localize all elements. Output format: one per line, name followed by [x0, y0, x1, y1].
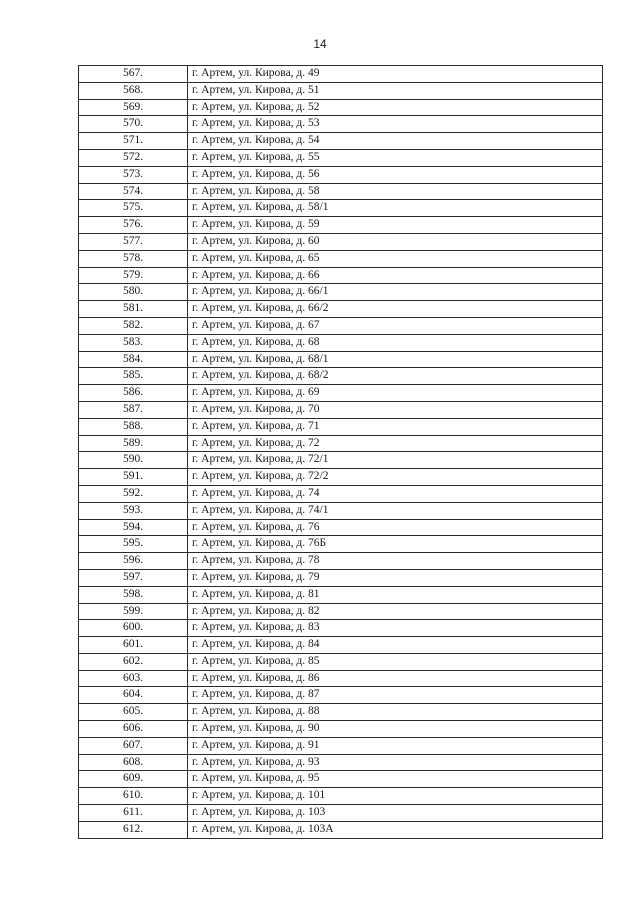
table-row: [79, 519, 603, 536]
row-address: г. Артем, ул. Кирова, д. 76: [188, 519, 603, 536]
address-table: [78, 65, 603, 839]
row-number: 591.: [79, 469, 188, 486]
table-row: [79, 99, 603, 116]
row-number: 579.: [79, 267, 188, 284]
table-row: [79, 200, 603, 217]
row-number: 589.: [79, 435, 188, 452]
table-row: [79, 452, 603, 469]
row-address: г. Артем, ул. Кирова, д. 54: [188, 133, 603, 150]
table-row: [79, 704, 603, 721]
table-row: [79, 351, 603, 368]
table-row: [79, 788, 603, 805]
row-address: г. Артем, ул. Кирова, д. 72/1: [188, 452, 603, 469]
row-number: 568.: [79, 82, 188, 99]
row-number: 588.: [79, 418, 188, 435]
row-number: 610.: [79, 788, 188, 805]
table-row: [79, 183, 603, 200]
table-row: [79, 435, 603, 452]
row-address: г. Артем, ул. Кирова, д. 74: [188, 485, 603, 502]
row-address: г. Артем, ул. Кирова, д. 69: [188, 385, 603, 402]
row-address: г. Артем, ул. Кирова, д. 58/1: [188, 200, 603, 217]
table-row: [79, 469, 603, 486]
table-row: [79, 620, 603, 637]
page-number: 14: [313, 37, 327, 51]
row-address: г. Артем, ул. Кирова, д. 103А: [188, 821, 603, 838]
table-row: [79, 771, 603, 788]
row-number: 585.: [79, 368, 188, 385]
table-row: [79, 821, 603, 838]
row-number: 602.: [79, 653, 188, 670]
row-address: г. Артем, ул. Кирова, д. 72: [188, 435, 603, 452]
row-number: 595.: [79, 536, 188, 553]
row-number: 599.: [79, 603, 188, 620]
table-row: [79, 267, 603, 284]
table-row: [79, 149, 603, 166]
row-address: г. Артем, ул. Кирова, д. 66: [188, 267, 603, 284]
table-row: [79, 401, 603, 418]
row-address: г. Артем, ул. Кирова, д. 58: [188, 183, 603, 200]
row-number: 606.: [79, 721, 188, 738]
row-number: 571.: [79, 133, 188, 150]
table-row: [79, 670, 603, 687]
row-number: 609.: [79, 771, 188, 788]
row-address: г. Артем, ул. Кирова, д. 60: [188, 233, 603, 250]
row-number: 594.: [79, 519, 188, 536]
table-row: [79, 66, 603, 83]
row-address: г. Артем, ул. Кирова, д. 74/1: [188, 502, 603, 519]
row-number: 590.: [79, 452, 188, 469]
row-number: 576.: [79, 217, 188, 234]
row-address: г. Артем, ул. Кирова, д. 55: [188, 149, 603, 166]
row-number: 577.: [79, 233, 188, 250]
table-row: [79, 754, 603, 771]
row-address: г. Артем, ул. Кирова, д. 71: [188, 418, 603, 435]
row-number: 570.: [79, 116, 188, 133]
row-address: г. Артем, ул. Кирова, д. 56: [188, 166, 603, 183]
table-row: [79, 133, 603, 150]
row-number: 596.: [79, 553, 188, 570]
row-number: 600.: [79, 620, 188, 637]
row-address: г. Артем, ул. Кирова, д. 85: [188, 653, 603, 670]
table-row: [79, 721, 603, 738]
row-address: г. Артем, ул. Кирова, д. 67: [188, 317, 603, 334]
row-address: г. Артем, ул. Кирова, д. 49: [188, 66, 603, 83]
table-row: [79, 653, 603, 670]
table-row: [79, 116, 603, 133]
row-number: 607.: [79, 737, 188, 754]
row-address: г. Артем, ул. Кирова, д. 66/1: [188, 284, 603, 301]
row-number: 583.: [79, 334, 188, 351]
row-number: 592.: [79, 485, 188, 502]
row-address: г. Артем, ул. Кирова, д. 51: [188, 82, 603, 99]
row-number: 608.: [79, 754, 188, 771]
row-number: 601.: [79, 637, 188, 654]
row-address: г. Артем, ул. Кирова, д. 76Б: [188, 536, 603, 553]
row-number: 612.: [79, 821, 188, 838]
table-row: [79, 553, 603, 570]
row-address: г. Артем, ул. Кирова, д. 101: [188, 788, 603, 805]
row-address: г. Артем, ул. Кирова, д. 90: [188, 721, 603, 738]
table-row: [79, 166, 603, 183]
row-address: г. Артем, ул. Кирова, д. 68/1: [188, 351, 603, 368]
table-row: [79, 217, 603, 234]
row-address: г. Артем, ул. Кирова, д. 83: [188, 620, 603, 637]
row-address: г. Артем, ул. Кирова, д. 72/2: [188, 469, 603, 486]
table-row: [79, 485, 603, 502]
row-address: г. Артем, ул. Кирова, д. 88: [188, 704, 603, 721]
row-number: 574.: [79, 183, 188, 200]
row-number: 587.: [79, 401, 188, 418]
table-row: [79, 502, 603, 519]
row-address: г. Артем, ул. Кирова, д. 68/2: [188, 368, 603, 385]
address-table-body: [79, 66, 603, 839]
row-address: г. Артем, ул. Кирова, д. 103: [188, 805, 603, 822]
table-row: [79, 301, 603, 318]
table-row: [79, 569, 603, 586]
row-address: г. Артем, ул. Кирова, д. 53: [188, 116, 603, 133]
table-row: [79, 737, 603, 754]
table-row: [79, 368, 603, 385]
row-number: 575.: [79, 200, 188, 217]
row-number: 572.: [79, 149, 188, 166]
row-number: 573.: [79, 166, 188, 183]
table-row: [79, 82, 603, 99]
table-row: [79, 418, 603, 435]
row-address: г. Артем, ул. Кирова, д. 65: [188, 250, 603, 267]
row-address: г. Артем, ул. Кирова, д. 59: [188, 217, 603, 234]
row-address: г. Артем, ул. Кирова, д. 82: [188, 603, 603, 620]
table-row: [79, 284, 603, 301]
row-number: 578.: [79, 250, 188, 267]
row-number: 582.: [79, 317, 188, 334]
row-number: 580.: [79, 284, 188, 301]
row-address: г. Артем, ул. Кирова, д. 66/2: [188, 301, 603, 318]
row-number: 603.: [79, 670, 188, 687]
row-number: 604.: [79, 687, 188, 704]
row-number: 598.: [79, 586, 188, 603]
table-row: [79, 317, 603, 334]
table-row: [79, 250, 603, 267]
table-row: [79, 233, 603, 250]
table-row: [79, 805, 603, 822]
table-row: [79, 603, 603, 620]
row-address: г. Артем, ул. Кирова, д. 86: [188, 670, 603, 687]
table-row: [79, 334, 603, 351]
row-address: г. Артем, ул. Кирова, д. 93: [188, 754, 603, 771]
table-row: [79, 687, 603, 704]
row-address: г. Артем, ул. Кирова, д. 84: [188, 637, 603, 654]
row-address: г. Артем, ул. Кирова, д. 78: [188, 553, 603, 570]
row-number: 584.: [79, 351, 188, 368]
row-address: г. Артем, ул. Кирова, д. 81: [188, 586, 603, 603]
table-row: [79, 385, 603, 402]
row-address: г. Артем, ул. Кирова, д. 79: [188, 569, 603, 586]
row-address: г. Артем, ул. Кирова, д. 87: [188, 687, 603, 704]
row-number: 581.: [79, 301, 188, 318]
row-number: 611.: [79, 805, 188, 822]
row-address: г. Артем, ул. Кирова, д. 52: [188, 99, 603, 116]
row-address: г. Артем, ул. Кирова, д. 70: [188, 401, 603, 418]
table-row: [79, 637, 603, 654]
row-number: 586.: [79, 385, 188, 402]
row-number: 605.: [79, 704, 188, 721]
row-address: г. Артем, ул. Кирова, д. 91: [188, 737, 603, 754]
table-row: [79, 586, 603, 603]
row-number: 593.: [79, 502, 188, 519]
table-row: [79, 536, 603, 553]
row-address: г. Артем, ул. Кирова, д. 68: [188, 334, 603, 351]
row-address: г. Артем, ул. Кирова, д. 95: [188, 771, 603, 788]
row-number: 567.: [79, 66, 188, 83]
row-number: 597.: [79, 569, 188, 586]
row-number: 569.: [79, 99, 188, 116]
